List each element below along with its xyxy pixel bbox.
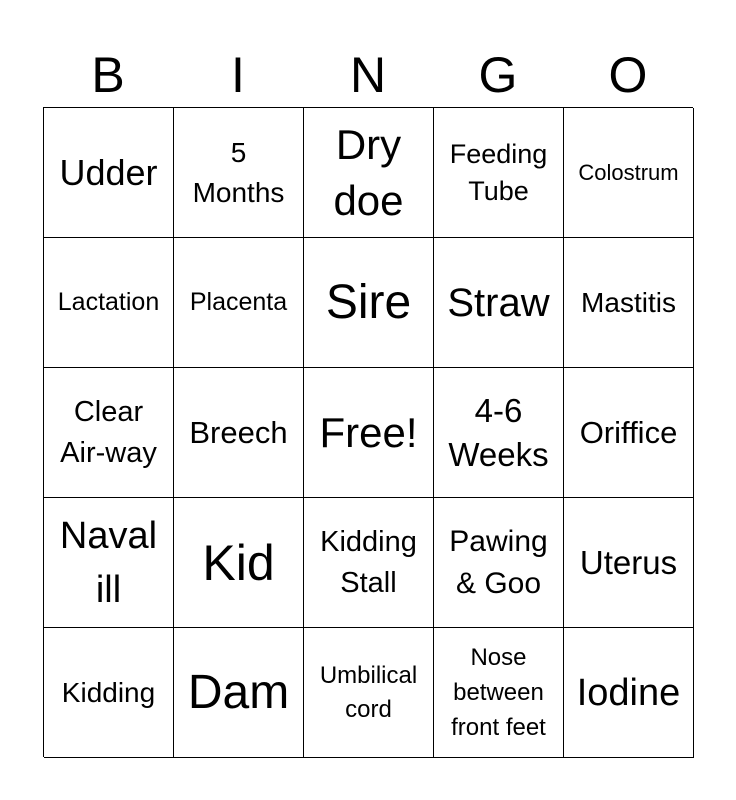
bingo-cell: [174, 498, 304, 628]
header-letter-o: O: [608, 47, 648, 103]
bingo-cell: [44, 368, 174, 498]
cell-text: Mastitis: [581, 286, 676, 318]
bingo-cell: [564, 238, 694, 368]
cell-text: Feeding Tube: [449, 138, 548, 206]
cell-text: Sire: [325, 275, 412, 329]
bingo-cell: [304, 238, 434, 368]
cell-text: Umbilical cord: [319, 661, 418, 723]
header-letter-i: I: [231, 47, 245, 103]
cell-text: Kid: [202, 534, 275, 591]
cell-text: Breech: [189, 414, 288, 450]
cell-text: Uterus: [579, 543, 678, 581]
bingo-cell: [564, 108, 694, 238]
bingo-cell: [564, 498, 694, 628]
header-letter-g: G: [478, 47, 518, 103]
header-letter-n: N: [349, 47, 387, 103]
cell-text: Kidding Stall: [320, 525, 417, 599]
cell-text: Nose between front feet: [451, 644, 546, 741]
bingo-cell: [304, 368, 434, 498]
bingo-cell: [434, 108, 564, 238]
cell-text: Udder: [59, 151, 158, 193]
cell-text: Placenta: [189, 288, 288, 316]
bingo-cell: [564, 368, 694, 498]
cell-text: Dam: [187, 665, 290, 719]
cell-text: Straw: [447, 280, 550, 325]
bingo-cell: [564, 628, 694, 758]
cell-text: Dry doe: [333, 120, 404, 224]
bingo-cell: [304, 108, 434, 238]
cell-text: 5 Months: [192, 136, 285, 208]
cell-text: Naval ill: [59, 514, 158, 611]
bingo-cell: [44, 498, 174, 628]
cell-text: Kidding: [61, 676, 156, 708]
bingo-cell: [44, 108, 174, 238]
bingo-cell: [174, 368, 304, 498]
bingo-cell: [304, 498, 434, 628]
cell-text: Oriffice: [579, 414, 678, 450]
bingo-cell: [434, 628, 564, 758]
cell-text: Free!: [319, 408, 418, 456]
cell-text: 4-6 Weeks: [448, 391, 549, 473]
cell-text: Colostrum: [578, 159, 679, 185]
cell-text: Lactation: [57, 288, 160, 316]
bingo-cell: [304, 628, 434, 758]
bingo-header: [43, 44, 693, 106]
bingo-cell: [44, 238, 174, 368]
bingo-cell: [434, 368, 564, 498]
bingo-cell: [174, 238, 304, 368]
cell-text: Clear Air-way: [60, 395, 157, 469]
bingo-cell: [44, 628, 174, 758]
bingo-cell: [174, 628, 304, 758]
bingo-cell: [174, 108, 304, 238]
cell-text: Pawing & Goo: [449, 524, 548, 600]
bingo-cell: [434, 498, 564, 628]
header-letter-b: B: [91, 47, 125, 103]
bingo-grid: [43, 107, 693, 757]
cell-text: Iodine: [576, 671, 681, 714]
bingo-cell: [434, 238, 564, 368]
